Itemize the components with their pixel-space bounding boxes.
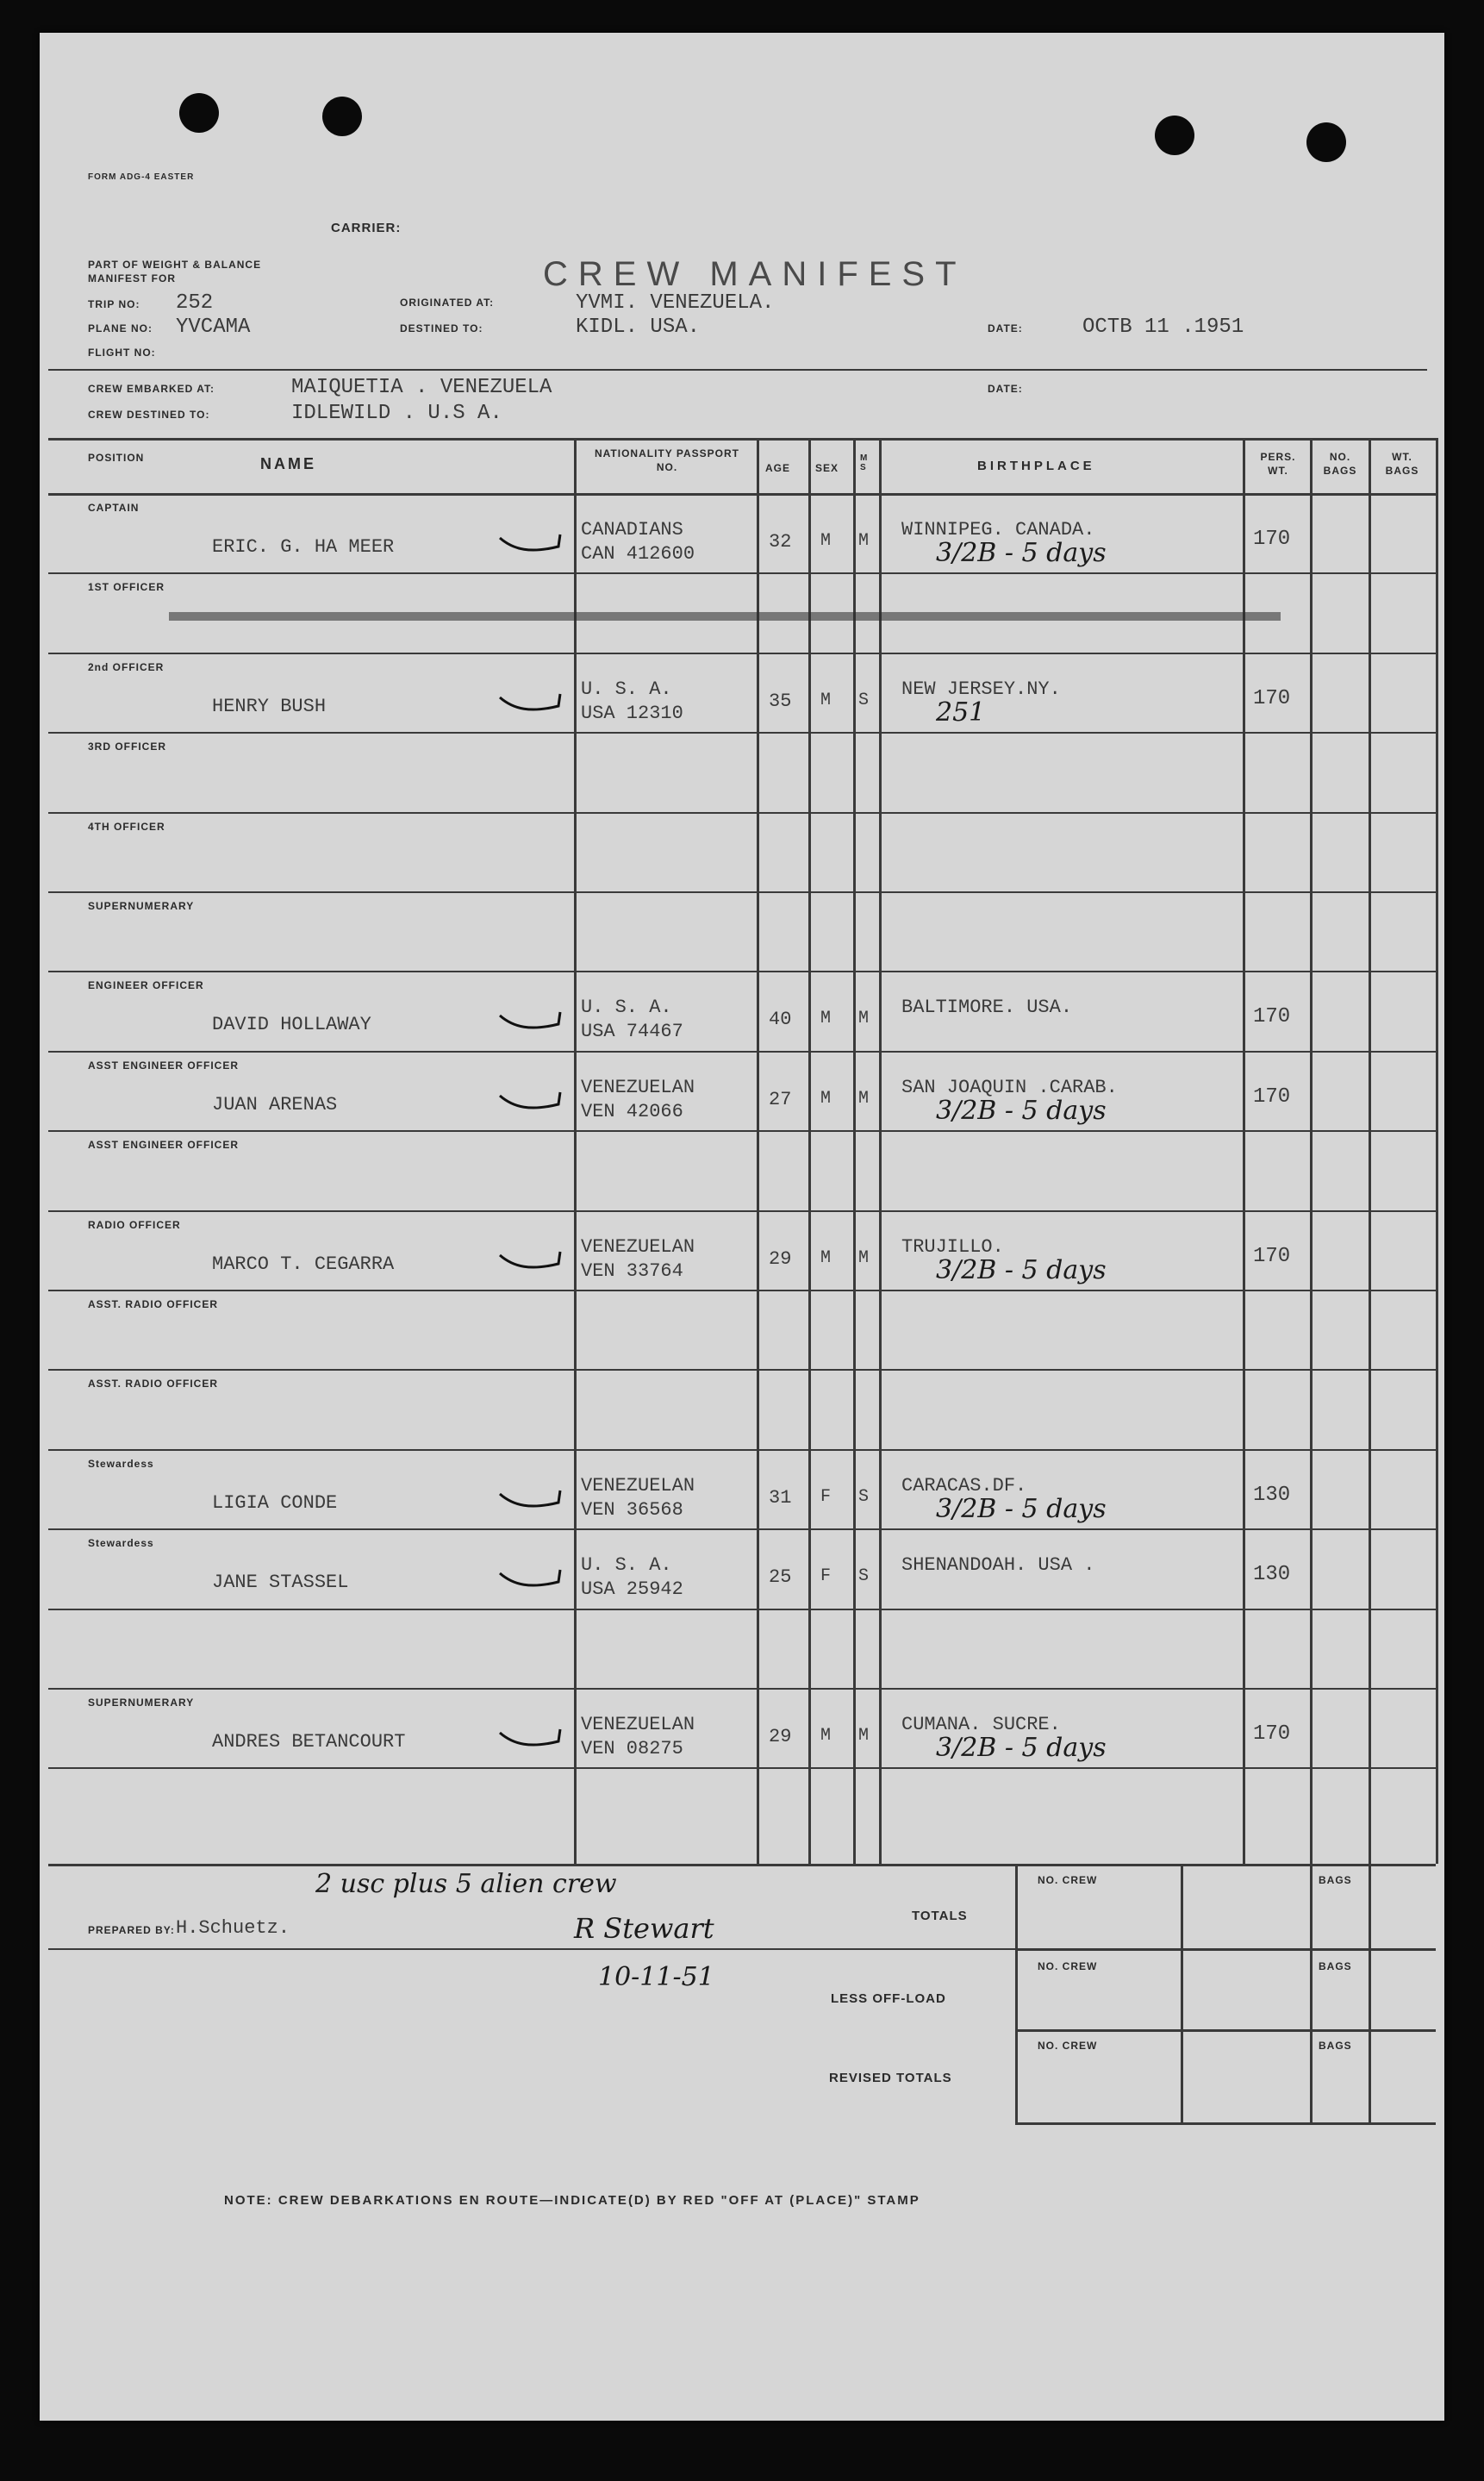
row-position: ENGINEER OFFICER bbox=[88, 979, 204, 992]
destined-label: DESTINED TO: bbox=[400, 322, 483, 334]
crew-destined-label: CREW DESTINED TO: bbox=[88, 409, 210, 421]
row-position: 1ST OFFICER bbox=[88, 581, 165, 594]
row-divider bbox=[48, 1767, 1436, 1769]
embarked-label: CREW EMBARKED AT: bbox=[88, 383, 215, 395]
row-divider bbox=[48, 572, 1436, 574]
pers-weight: 170 bbox=[1253, 528, 1291, 551]
prepared-value: H.Schuetz. bbox=[176, 1917, 290, 1939]
age: 25 bbox=[769, 1566, 792, 1589]
birthplace: SHENANDOAH. USA . bbox=[901, 1554, 1095, 1577]
passport-no: CAN 412600 bbox=[581, 543, 695, 565]
row-position: ASST ENGINEER OFFICER bbox=[88, 1059, 240, 1072]
col-age: AGE bbox=[765, 462, 791, 474]
age: 32 bbox=[769, 531, 792, 553]
birthplace: CUMANA. SUCRE. bbox=[901, 1714, 1061, 1735]
row-position: 4TH OFFICER bbox=[88, 820, 165, 833]
sex: M bbox=[820, 1726, 832, 1746]
strikethrough-mark bbox=[169, 612, 1281, 621]
age: 27 bbox=[769, 1088, 792, 1110]
punch-hole bbox=[179, 93, 219, 133]
plane-label: PLANE NO: bbox=[88, 322, 153, 334]
crew-name: HENRY BUSH bbox=[212, 695, 327, 717]
row-position: CAPTAIN bbox=[88, 502, 140, 514]
crew-name: MARCO T. CEGARRA bbox=[212, 1253, 395, 1275]
marital-status: M bbox=[858, 531, 870, 551]
date-value: OCTB 11 .1951 bbox=[1082, 316, 1244, 339]
row-position: RADIO OFFICER bbox=[88, 1218, 181, 1231]
pers-weight: 170 bbox=[1253, 1084, 1291, 1109]
nationality: VENEZUELAN bbox=[581, 1474, 695, 1497]
check-mark-icon bbox=[496, 1726, 565, 1752]
part-label: PART OF WEIGHT & BALANCE bbox=[88, 259, 262, 271]
row-position: Stewardess bbox=[88, 1457, 154, 1470]
handwritten-note: 3/2B - 5 days bbox=[936, 1733, 1107, 1763]
birthplace: WINNIPEG. CANADA. bbox=[901, 519, 1095, 541]
passport-no: VEN 33764 bbox=[581, 1259, 683, 1282]
check-mark-icon bbox=[496, 1009, 565, 1034]
date-label: DATE: bbox=[988, 322, 1023, 334]
marital-status: M bbox=[858, 1009, 870, 1029]
birthplace: NEW JERSEY.NY. bbox=[901, 678, 1061, 700]
age: 40 bbox=[769, 1009, 792, 1031]
prepared-label: PREPARED BY: bbox=[88, 1924, 175, 1936]
age: 35 bbox=[769, 690, 792, 712]
row-divider bbox=[48, 732, 1436, 734]
birthplace: TRUJILLO. bbox=[901, 1235, 1004, 1258]
destined-value: KIDL. USA. bbox=[576, 316, 701, 339]
row-divider bbox=[48, 653, 1436, 654]
nationality: U. S. A. bbox=[581, 1554, 672, 1577]
col-pers-wt: PERS. WT. bbox=[1260, 451, 1296, 477]
no-crew-label: NO. CREW bbox=[1038, 2040, 1098, 2052]
nationality: VENEZUELAN bbox=[581, 1235, 695, 1258]
flight-label: FLIGHT NO: bbox=[88, 347, 156, 359]
nationality: CANADIANS bbox=[581, 519, 683, 541]
col-ms: M S bbox=[860, 453, 869, 472]
row-position: Stewardess bbox=[88, 1537, 154, 1550]
marital-status: S bbox=[858, 690, 870, 710]
check-mark-icon bbox=[496, 1089, 565, 1115]
form-code: FORM ADG-4 EASTER bbox=[88, 172, 195, 182]
handwritten-crew-note: 2 usc plus 5 alien crew bbox=[315, 1869, 617, 1899]
col-sex: SEX bbox=[815, 462, 839, 474]
row-position: ASST. RADIO OFFICER bbox=[88, 1378, 219, 1390]
marital-status: M bbox=[858, 1247, 870, 1268]
row-divider bbox=[48, 891, 1436, 893]
row-position: ASST. RADIO OFFICER bbox=[88, 1298, 219, 1310]
totals-label: TOTALS bbox=[912, 1909, 968, 1923]
marital-status: M bbox=[858, 1726, 870, 1746]
pers-weight: 170 bbox=[1253, 686, 1291, 710]
crew-name: JANE STASSEL bbox=[212, 1572, 349, 1594]
nationality: VENEZUELAN bbox=[581, 1076, 695, 1098]
pers-weight: 170 bbox=[1253, 1244, 1291, 1268]
pers-weight: 170 bbox=[1253, 1722, 1291, 1746]
passport-no: USA 12310 bbox=[581, 702, 683, 724]
col-birthplace: BIRTHPLACE bbox=[977, 459, 1095, 473]
pers-weight: 170 bbox=[1253, 1005, 1291, 1029]
crew-name: ANDRES BETANCOURT bbox=[212, 1731, 406, 1753]
handwritten-note: 3/2B - 5 days bbox=[936, 1493, 1107, 1524]
row-divider bbox=[48, 1130, 1436, 1132]
bags-label: BAGS bbox=[1319, 1960, 1352, 1972]
row-divider bbox=[48, 1210, 1436, 1212]
col-wt-bags: WT. BAGS bbox=[1385, 451, 1419, 477]
punch-hole bbox=[1155, 116, 1194, 155]
manifest-for-label: MANIFEST FOR bbox=[88, 272, 176, 284]
row-position: SUPERNUMERARY bbox=[88, 900, 195, 912]
row-position: ASST ENGINEER OFFICER bbox=[88, 1139, 240, 1152]
pers-weight: 130 bbox=[1253, 1483, 1291, 1507]
birthplace: CARACAS.DF. bbox=[901, 1474, 1027, 1497]
carrier-label: CARRIER: bbox=[331, 221, 402, 235]
row-divider bbox=[48, 1290, 1436, 1291]
birthplace: BALTIMORE. USA. bbox=[901, 997, 1073, 1019]
age: 31 bbox=[769, 1486, 792, 1509]
row-divider bbox=[48, 971, 1436, 972]
row-divider bbox=[48, 812, 1436, 814]
punch-hole bbox=[1306, 122, 1346, 162]
age: 29 bbox=[769, 1247, 792, 1270]
no-crew-label: NO. CREW bbox=[1038, 1960, 1098, 1972]
signature: R Stewart bbox=[574, 1912, 714, 1945]
col-name: NAME bbox=[260, 455, 316, 472]
col-no-bags: NO. BAGS bbox=[1323, 451, 1357, 477]
age: 29 bbox=[769, 1726, 792, 1747]
row-position: 3RD OFFICER bbox=[88, 741, 167, 753]
check-mark-icon bbox=[496, 691, 565, 716]
footer-note: NOTE: CREW DEBARKATIONS EN ROUTE—INDICATE(D) BY RED "OFF AT (PLACE)" STAMP bbox=[224, 2193, 920, 2208]
nationality: VENEZUELAN bbox=[581, 1714, 695, 1735]
sex: F bbox=[820, 1486, 832, 1507]
sex: F bbox=[820, 1566, 832, 1587]
bags-label: BAGS bbox=[1319, 2040, 1352, 2052]
row-position: 2nd OFFICER bbox=[88, 660, 165, 673]
pers-weight: 130 bbox=[1253, 1563, 1291, 1587]
crew-name: LIGIA CONDE bbox=[212, 1491, 338, 1514]
handwritten-note: 3/2B - 5 days bbox=[936, 1095, 1107, 1126]
sex: M bbox=[820, 1247, 832, 1268]
plane-value: YVCAMA bbox=[176, 316, 251, 339]
row-divider bbox=[48, 1449, 1436, 1451]
sex: M bbox=[820, 1009, 832, 1029]
crew-name: JUAN ARENAS bbox=[212, 1093, 338, 1116]
handwritten-note: 3/2B - 5 days bbox=[936, 538, 1107, 568]
revised-label: REVISED TOTALS bbox=[829, 2071, 952, 2085]
row-divider bbox=[48, 1609, 1436, 1610]
crew-name: ERIC. G. HA MEER bbox=[212, 536, 395, 558]
col-position: POSITION bbox=[88, 452, 145, 464]
embarked-value: MAIQUETIA . VENEZUELA bbox=[291, 376, 552, 399]
birthplace: SAN JOAQUIN .CARAB. bbox=[901, 1076, 1118, 1098]
handwritten-date: 10-11-51 bbox=[598, 1962, 714, 1992]
sex: M bbox=[820, 1088, 832, 1109]
passport-no: VEN 36568 bbox=[581, 1498, 683, 1521]
marital-status: S bbox=[858, 1486, 870, 1507]
row-position: SUPERNUMERARY bbox=[88, 1697, 195, 1709]
date2-label: DATE: bbox=[988, 383, 1023, 395]
bags-label: BAGS bbox=[1319, 1874, 1352, 1886]
row-divider bbox=[48, 1369, 1436, 1371]
page-title: CREW MANIFEST bbox=[543, 255, 967, 293]
handwritten-note: 3/2B - 5 days bbox=[936, 1254, 1107, 1285]
crew-destined-value: IDLEWILD . U.S A. bbox=[291, 402, 502, 425]
passport-no: USA 25942 bbox=[581, 1578, 683, 1601]
passport-no: VEN 08275 bbox=[581, 1738, 683, 1759]
sex: M bbox=[820, 531, 832, 551]
marital-status: S bbox=[858, 1566, 870, 1587]
trip-value: 252 bbox=[176, 291, 214, 315]
row-divider bbox=[48, 1528, 1436, 1530]
passport-no: VEN 42066 bbox=[581, 1100, 683, 1122]
punch-hole bbox=[322, 97, 362, 136]
passport-no: USA 74467 bbox=[581, 1021, 683, 1043]
check-mark-icon bbox=[496, 1248, 565, 1274]
col-nationality: NATIONALITY PASSPORT NO. bbox=[594, 447, 739, 473]
sex: M bbox=[820, 690, 832, 710]
manifest-sheet bbox=[40, 33, 1444, 2421]
check-mark-icon bbox=[496, 1487, 565, 1513]
row-divider bbox=[48, 1688, 1436, 1690]
check-mark-icon bbox=[496, 1566, 565, 1592]
nationality: U. S. A. bbox=[581, 997, 672, 1019]
handwritten-note: 251 bbox=[936, 697, 986, 728]
nationality: U. S. A. bbox=[581, 678, 672, 700]
marital-status: M bbox=[858, 1088, 870, 1109]
row-divider bbox=[48, 1051, 1436, 1053]
originated-label: ORIGINATED AT: bbox=[400, 297, 495, 309]
trip-label: TRIP NO: bbox=[88, 298, 140, 310]
no-crew-label: NO. CREW bbox=[1038, 1874, 1098, 1886]
crew-name: DAVID HOLLAWAY bbox=[212, 1014, 371, 1036]
check-mark-icon bbox=[496, 531, 565, 557]
offload-label: LESS OFF-LOAD bbox=[831, 1991, 946, 2006]
originated-value: YVMI. VENEZUELA. bbox=[576, 291, 775, 315]
